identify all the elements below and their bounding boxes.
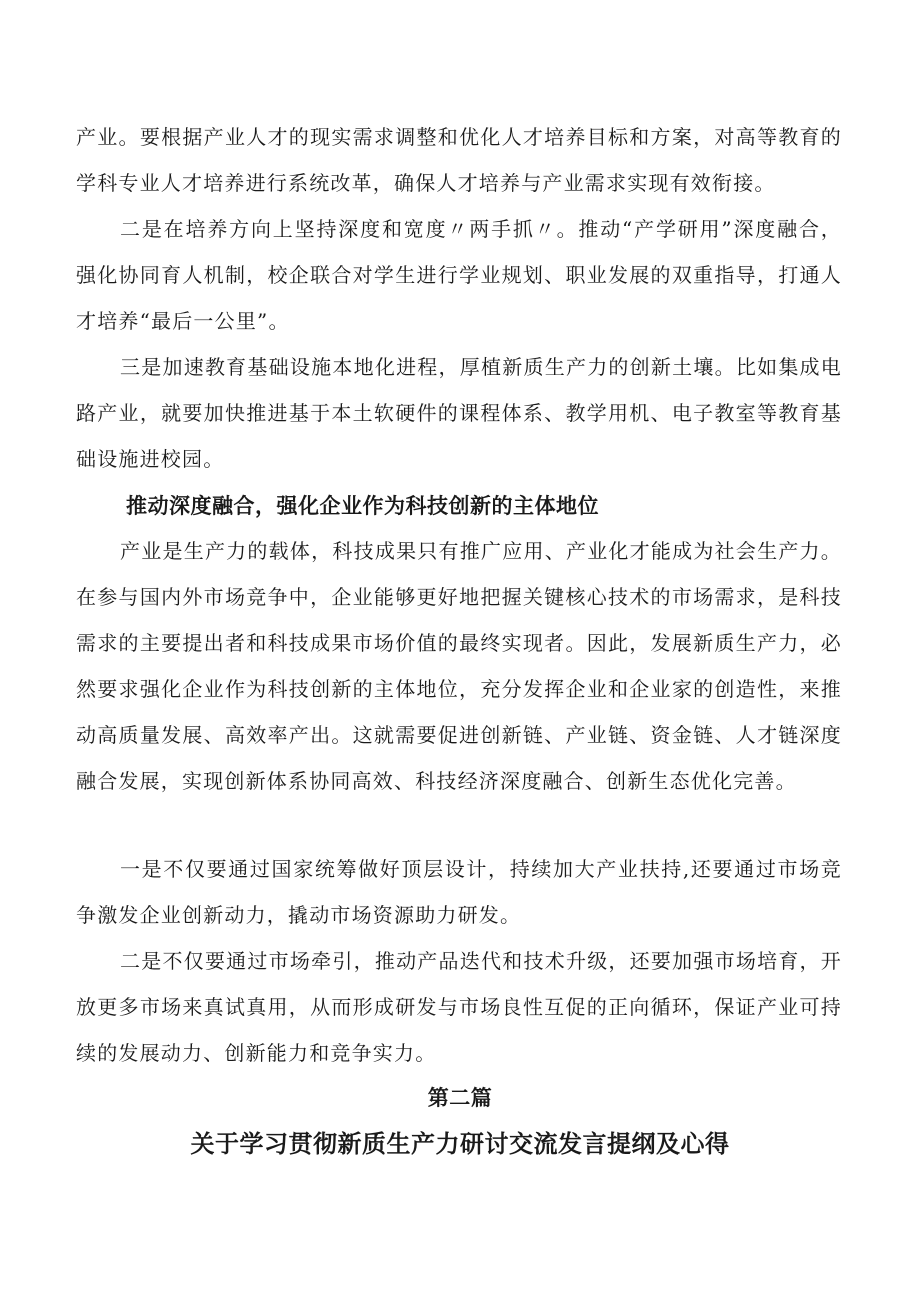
paragraph-continuation: 产业。要根据产业人才的现实需求调整和优化人才培养目标和方案，对高等教育的学科专业人才培养进行系统改革，确保人才培养与产业需求实现有效衔接。	[76, 125, 842, 195]
part-label: 第二篇	[427, 1086, 493, 1110]
paragraph-enterprise-role: 产业是生产力的载体，科技成果只有推广应用、产业化才能成为社会生产力。在参与国内外市场竞争中，企业能够更好地把握关键核心技术的市场需求，是科技需求的主要提出者和科技成果市场价值的最终实现者。因此，发展新质生产力，必然要求强化企业作为科技创新的主体地位，充分发挥企业和企业家的创造性，来推动高质量发展、高效率产出。这就需要促进创新链、产业链、资金链、人才链深度融合发展，实现创新体系协同高效、科技经济深度融合、创新生态优化完善。	[76, 539, 842, 793]
paragraph-point-three: 三是加速教育基础设施本地化进程，厚植新质生产力的创新土壤。比如集成电路产业，就要加快推进基于本土软硬件的课程体系、教学用机、电子教室等教育基础设施进校园。	[76, 355, 842, 471]
section-heading: 推动深度融合，强化企业作为科技创新的主体地位	[126, 494, 599, 518]
paragraph-point-two: 二是在培养方向上坚持深度和宽度〃两手抓〃。推动“产学研用”深度融合，强化协同育人机制，校企联合对学生进行学业规划、职业发展的双重指导，打通人才培养“最后一公里”。	[76, 217, 842, 333]
document-title: 关于学习贯彻新质生产力研讨交流发言提纲及心得	[190, 1130, 730, 1158]
paragraph-point-two-b: 二是不仅要通过市场牵引，推动产品迭代和技术升级，还要加强市场培育，开放更多市场来真试真用，从而形成研发与市场良性互促的正向循环，保证产业可持续的发展动力、创新能力和竞争实力。	[76, 949, 842, 1065]
paragraph-point-one-b: 一是不仅要通过国家统筹做好顶层设计，持续加大产业扶持,还要通过市场竞争激发企业创新动力，撬动市场资源助力研发。	[76, 857, 842, 927]
